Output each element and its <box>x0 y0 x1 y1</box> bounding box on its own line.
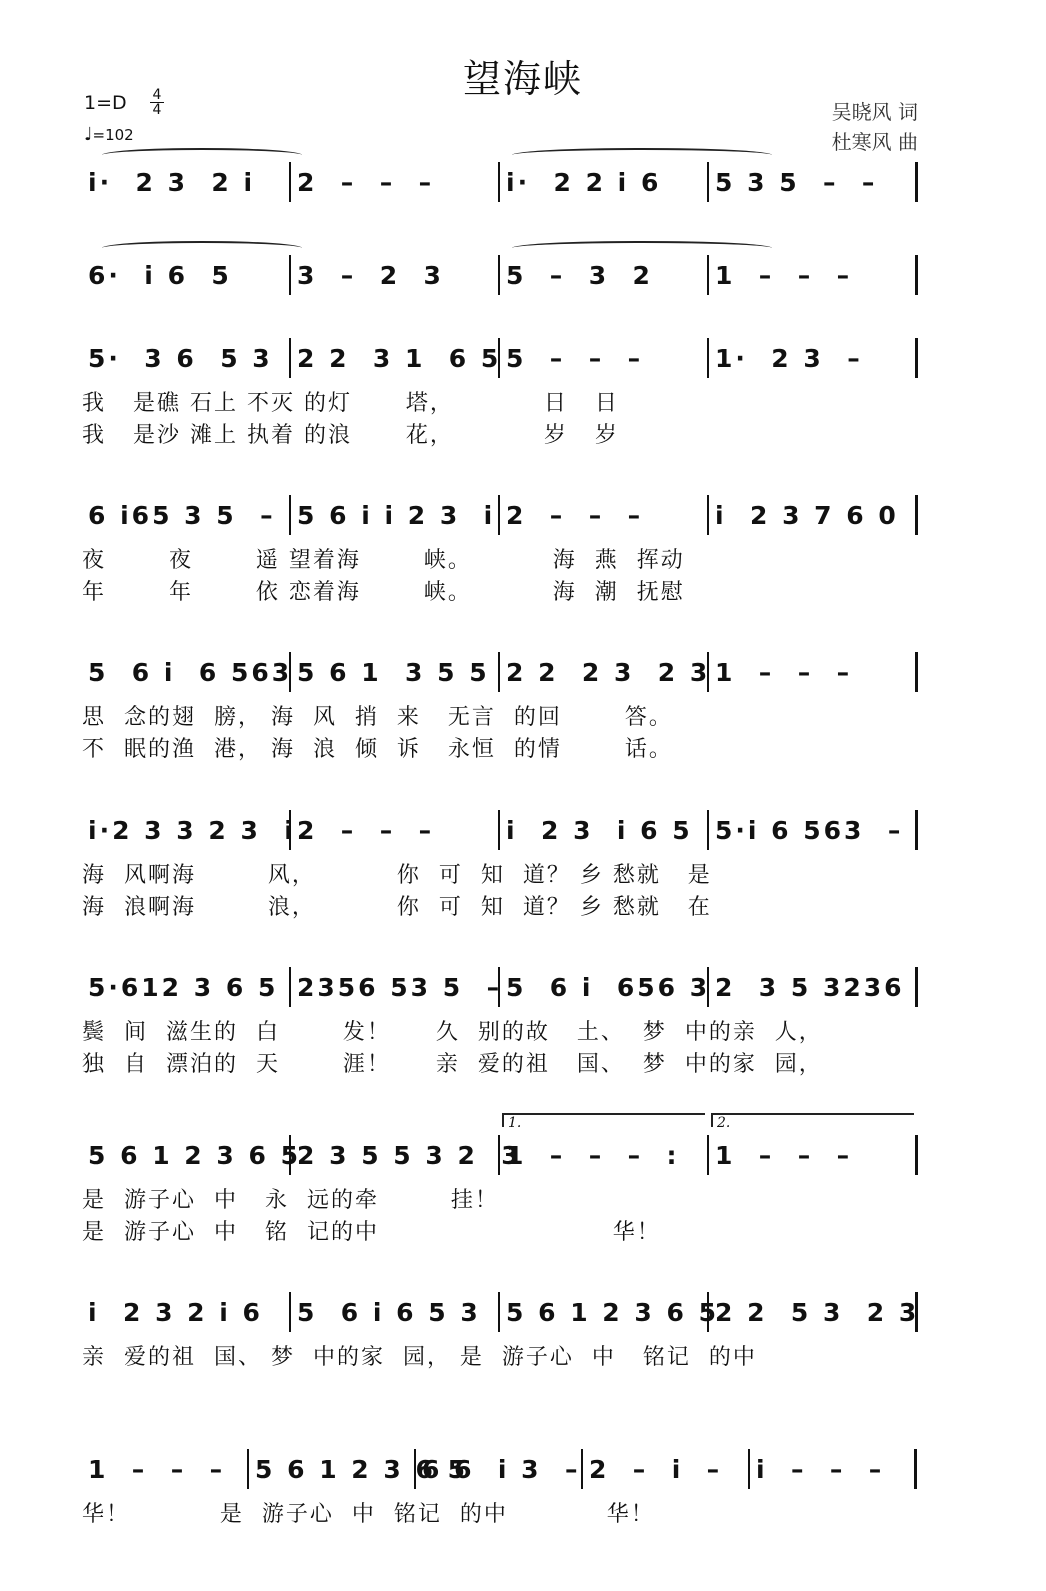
notes-row <box>82 652 922 692</box>
slur-icon <box>512 148 772 162</box>
lyrics-verse-2: 海 浪啊海 浪， 你 可 知 道？ 乡 愁就 在 <box>82 895 712 920</box>
lyrics-verse-2: 独 自 漂泊的 天 涯！ 亲 爱的祖 国、 梦 中的家 园， <box>82 1052 823 1077</box>
quarter-note-icon: ♩ <box>84 124 93 145</box>
measure: 2 – i – <box>583 1449 750 1489</box>
measure: 6 6 i 3 – <box>416 1449 583 1489</box>
volta-second-ending: 2. <box>711 1113 914 1127</box>
time-top: 4 <box>152 87 162 103</box>
measure: 5·612 3 6 5 <box>82 967 291 1007</box>
lyrics-verse-2: 年 年 依 恋着海 峡。 海 潮 抚慰 <box>82 580 685 605</box>
measure: 6· i 6 5 <box>82 255 291 295</box>
measure: 1 – – – <box>709 652 918 692</box>
lyrics-verse-2: 不 眠的渔 港， 海 浪 倾 诉 永恒 的情 话。 <box>82 737 673 762</box>
measure: 5 3 5 – – <box>709 162 918 202</box>
notes-row <box>82 255 922 295</box>
measure: 2 2 5 3 2 3 <box>709 1292 918 1332</box>
measure: 5 6 1 2 3 6 5 <box>249 1449 416 1489</box>
notes-row <box>82 1449 922 1489</box>
tempo-value: =102 <box>92 126 134 144</box>
measure: 1 – – – : <box>500 1135 709 1175</box>
measure: 5 – 3 2 <box>500 255 709 295</box>
measure: i·2 3 3 2 3 i <box>82 810 291 850</box>
notes-row <box>82 1135 922 1175</box>
notes-row <box>82 967 922 1007</box>
measure: i 2 3 7 6 0 <box>709 495 918 535</box>
lyrics-verse-1: 夜 夜 遥 望着海 峡。 海 燕 挥动 <box>82 548 685 573</box>
lyrics-verse-2: 是 游子心 中 铭 记的中 华！ <box>82 1220 661 1245</box>
notes-row <box>82 1292 922 1332</box>
lyrics-verse-2: 我 是沙 滩上 执着 的浪 花， 岁 岁 <box>82 423 619 448</box>
measure: 2 – – – <box>500 495 709 535</box>
measure: 5·i 6 563 – <box>709 810 918 850</box>
time-bottom: 4 <box>152 102 162 118</box>
measure: 2 3 5 5 3 2 3 <box>291 1135 500 1175</box>
slur-icon <box>512 241 772 255</box>
slur-icon <box>102 241 302 255</box>
song-title: 望海峡 <box>462 57 583 101</box>
lyrics-verse-1: 是 游子心 中 永 远的牵 挂！ <box>82 1188 499 1213</box>
measure: i· 2 2 i 6 <box>500 162 709 202</box>
lyrics-verse-1: 亲 爱的祖 国、 梦 中的家 园， 是 游子心 中 铭记 的中 <box>82 1345 757 1370</box>
lyrics-verse-1: 思 念的翅 膀， 海 风 捎 来 无言 的回 答。 <box>82 705 673 730</box>
slur-icon <box>102 148 302 162</box>
lyricist-credit: 吴晓风 词 <box>831 100 918 124</box>
measure: 2356 53 5 – <box>291 967 500 1007</box>
measure: 1 – – – <box>709 255 918 295</box>
lyrics-verse-1: 鬓 间 滋生的 白 发！ 久 别的故 土、 梦 中的亲 人， <box>82 1020 823 1045</box>
measure: 2 2 3 1 6 5 <box>291 338 500 378</box>
measure: i 2 3 2 i 6 <box>82 1292 291 1332</box>
notes-row <box>82 162 922 202</box>
notes-row <box>82 495 922 535</box>
notes-row <box>82 810 922 850</box>
measure: 1 – – – <box>709 1135 918 1175</box>
measure: 1· 2 3 – <box>709 338 918 378</box>
measure: 5· 3 6 5 3 <box>82 338 291 378</box>
time-signature <box>150 88 164 117</box>
volta-first-ending: 1. <box>502 1113 705 1127</box>
measure: 2 – – – <box>291 162 500 202</box>
measure: 5 6 i 656 3 <box>500 967 709 1007</box>
measure: 3 – 2 3 <box>291 255 500 295</box>
measure: 5 6 i 6 5 3 <box>291 1292 500 1332</box>
measure: 5 – – – <box>500 338 709 378</box>
measure: i· 2 3 2 i <box>82 162 291 202</box>
lyrics-verse-1: 我 是礁 石上 不灭 的灯 塔， 日 日 <box>82 391 619 416</box>
measure: i 2 3 i 6 5 <box>500 810 709 850</box>
measure: 5 6 i 6 563 <box>82 652 291 692</box>
key-label: 1=D <box>84 92 127 114</box>
notes-row <box>82 338 922 378</box>
lyrics-verse-1: 华！ 是 游子心 中 铭记 的中 华！ <box>82 1502 655 1527</box>
measure: 2 3 5 3236 <box>709 967 918 1007</box>
measure: 5 6 1 2 3 6 5 <box>500 1292 709 1332</box>
measure: 1 – – – <box>82 1449 249 1489</box>
lyrics-verse-1: 海 风啊海 风， 你 可 知 道？ 乡 愁就 是 <box>82 863 712 888</box>
key-signature <box>84 92 127 114</box>
measure: 6 i65 3 5 – <box>82 495 291 535</box>
measure: 2 – – – <box>291 810 500 850</box>
measure: 2 2 2 3 2 3 <box>500 652 709 692</box>
tempo-mark <box>84 124 134 145</box>
measure: 5 6 i i 2 3 i <box>291 495 500 535</box>
composer-credit: 杜寒风 曲 <box>831 130 918 154</box>
measure: 5 6 1 2 3 6 5 <box>82 1135 291 1175</box>
measure: 5 6 1 3 5 5 <box>291 652 500 692</box>
measure: i – – – <box>750 1449 917 1489</box>
